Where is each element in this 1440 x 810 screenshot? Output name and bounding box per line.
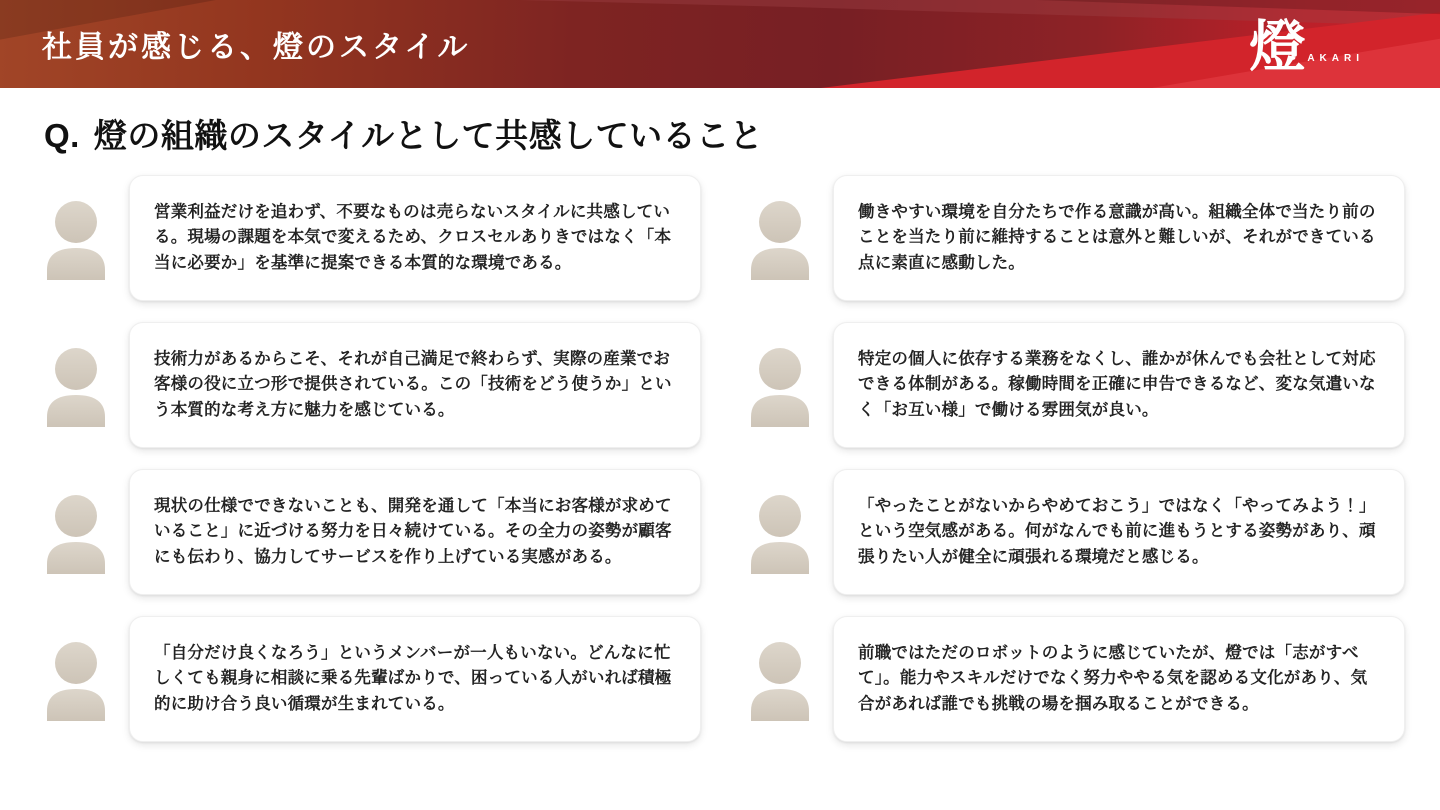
testimonial-text: 特定の個人に依存する業務をなくし、誰かが休んでも会社として対応できる体制がある。稼働時間を正確に申告できるなど、変な気遣いなく「お互い様」で働ける雰囲気が良い。	[858, 349, 1376, 419]
question-heading	[44, 115, 1440, 158]
logo-kanji: 燈	[1249, 16, 1306, 79]
person-icon	[749, 343, 811, 427]
testimonial-item	[749, 469, 1405, 595]
testimonial-card	[833, 175, 1405, 301]
person-icon	[749, 637, 811, 721]
slide-body	[0, 115, 1440, 742]
testimonial-item	[45, 469, 701, 595]
testimonial-card	[129, 322, 701, 448]
testimonial-item	[749, 322, 1405, 448]
testimonial-item	[749, 175, 1405, 301]
person-icon	[45, 196, 107, 280]
testimonial-grid	[45, 175, 1405, 742]
testimonial-item	[45, 322, 701, 448]
testimonial-text: 営業利益だけを追わず、不要なものは売らないスタイルに共感している。現場の課題を本気で変えるため、クロスセルありきではなく「本当に必要か」を基準に提案できる本質的な環境である。	[154, 202, 672, 272]
person-icon	[45, 343, 107, 427]
testimonial-text: 現状の仕様でできないことも、開発を通して「本当にお客様が求めていること」に近づける努力を日々続けている。その全力の姿勢が顧客にも伝わり、協力してサービスを作り上げている実感がある。	[154, 496, 672, 566]
slide-title: 社員が感じる、燈のスタイル	[42, 31, 471, 64]
logo-wordmark: AKARI	[1307, 53, 1364, 64]
testimonial-text: 働きやすい環境を自分たちで作る意識が高い。組織全体で当たり前のことを当たり前に維持することは意外と難しいが、それができている点に素直に感動した。	[858, 202, 1376, 272]
person-icon	[749, 196, 811, 280]
header-bar	[0, 0, 1440, 88]
testimonial-item	[45, 175, 701, 301]
question-text: 燈の組織のスタイルとして共感していること	[93, 117, 764, 154]
question-prefix: Q.	[44, 117, 80, 154]
testimonial-text: 技術力があるからこそ、それが自己満足で終わらず、実際の産業でお客様の役に立つ形で提供されている。この「技術をどう使うか」という本質的な考え方に魅力を感じている。	[154, 349, 672, 419]
testimonial-card	[833, 469, 1405, 595]
testimonial-text: 「自分だけ良くなろう」というメンバーが一人もいない。どんなに忙しくても親身に相談に乗る先輩ばかりで、困っている人がいれば積極的に助け合う良い循環が生まれている。	[154, 643, 672, 713]
testimonial-card	[129, 616, 701, 742]
akari-logo	[1249, 6, 1364, 82]
person-icon	[45, 490, 107, 574]
testimonial-item	[749, 616, 1405, 742]
testimonial-text: 前職ではただのロボットのように感じていたが、燈では「志がすべて」。能力やスキルだけでなく努力ややる気を認める文化があり、気合があれば誰でも挑戦の場を掴み取ることができる。	[858, 643, 1368, 713]
person-icon	[749, 490, 811, 574]
testimonial-card	[129, 175, 701, 301]
person-icon	[45, 637, 107, 721]
testimonial-card	[833, 322, 1405, 448]
testimonial-card	[129, 469, 701, 595]
testimonial-text: 「やったことがないからやめておこう」ではなく「やってみよう！」という空気感がある。何がなんでも前に進もうとする姿勢があり、頑張りたい人が健全に頑張れる環境だと感じる。	[858, 496, 1376, 566]
testimonial-card	[833, 616, 1405, 742]
testimonial-item	[45, 616, 701, 742]
